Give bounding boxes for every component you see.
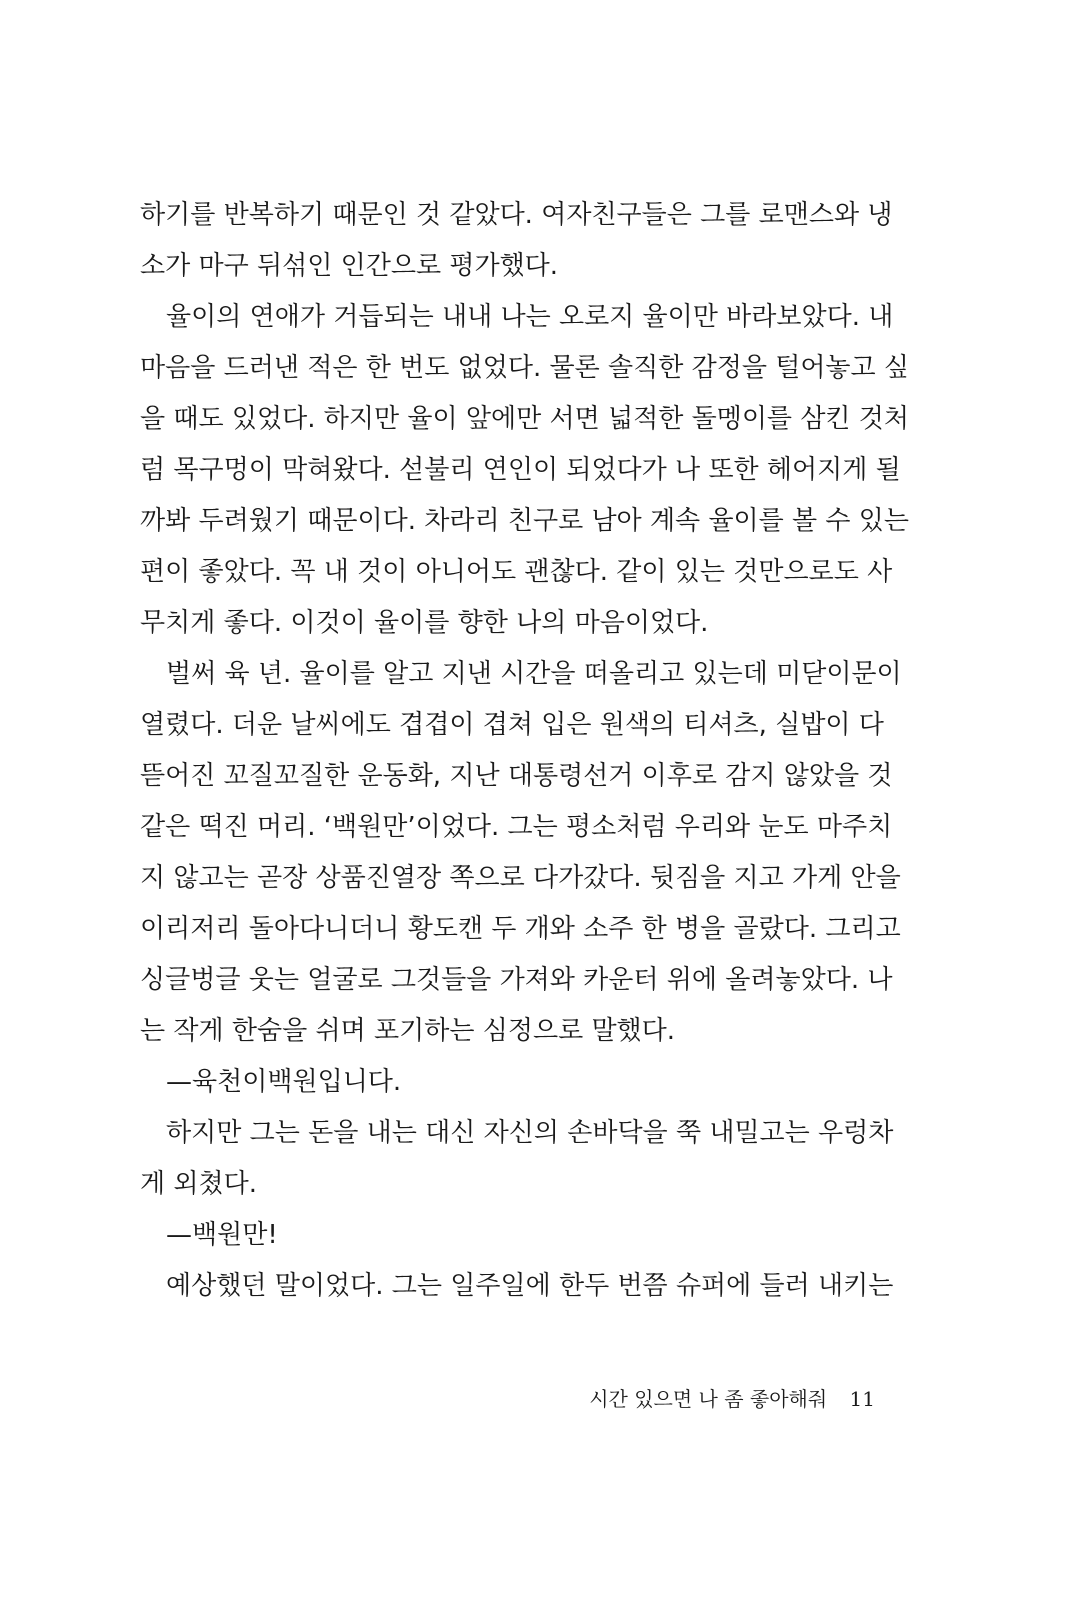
text-line: 무치게 좋다. 이것이 율이를 향한 나의 마음이었다. <box>140 608 709 638</box>
text-line: 소가 마구 뒤섞인 인간으로 평가했다. <box>140 251 559 281</box>
text-line: 율이의 연애가 거듭되는 내내 나는 오로지 율이만 바라보았다. 내 <box>166 302 894 332</box>
text-line: 까봐 두려웠기 때문이다. 차라리 친구로 남아 계속 율이를 볼 수 있는 <box>140 506 910 536</box>
dialogue-line: —백원만! <box>166 1220 278 1250</box>
page-footer <box>589 1383 875 1412</box>
text-line: 뜯어진 꼬질꼬질한 운동화, 지난 대통령선거 이후로 감지 않았을 것 <box>140 761 893 791</box>
text-line: 럼 목구멍이 막혀왔다. 섣불리 연인이 되었다가 나 또한 헤어지게 될 <box>140 455 901 485</box>
text-line: 는 작게 한숨을 쉬며 포기하는 심정으로 말했다. <box>140 1016 676 1046</box>
text-line: 게 외쳤다. <box>140 1169 257 1199</box>
book-page-body <box>140 190 910 1312</box>
text-line: 열렸다. 더운 날씨에도 겹겹이 겹쳐 입은 원색의 티셔츠, 실밥이 다 <box>140 710 884 740</box>
text-line: 같은 떡진 머리. ‘백원만’이었다. 그는 평소처럼 우리와 눈도 마주치 <box>140 812 893 842</box>
text-line: 하지만 그는 돈을 내는 대신 자신의 손바닥을 쭉 내밀고는 우렁차 <box>166 1118 894 1148</box>
running-title: 시간 있으면 나 좀 좋아해줘 <box>589 1387 828 1411</box>
page-number: 11 <box>849 1387 875 1411</box>
text-line: 마음을 드러낸 적은 한 번도 없었다. 물론 솔직한 감정을 털어놓고 싶 <box>140 353 910 383</box>
text-line: 을 때도 있었다. 하지만 율이 앞에만 서면 넓적한 돌멩이를 삼킨 것처 <box>140 404 910 434</box>
text-line: 편이 좋았다. 꼭 내 것이 아니어도 괜찮다. 같이 있는 것만으로도 사 <box>140 557 893 587</box>
text-line: 싱글벙글 웃는 얼굴로 그것들을 가져와 카운터 위에 올려놓았다. 나 <box>140 965 893 995</box>
text-line: 지 않고는 곧장 상품진열장 쪽으로 다가갔다. 뒷짐을 지고 가게 안을 <box>140 863 901 893</box>
text-line: 벌써 육 년. 율이를 알고 지낸 시간을 떠올리고 있는데 미닫이문이 <box>166 659 902 689</box>
text-line: 하기를 반복하기 때문인 것 같았다. 여자친구들은 그를 로맨스와 냉 <box>140 200 893 230</box>
text-line: 예상했던 말이었다. 그는 일주일에 한두 번쯤 슈퍼에 들러 내키는 <box>166 1271 894 1301</box>
text-line: 이리저리 돌아다니더니 황도캔 두 개와 소주 한 병을 골랐다. 그리고 <box>140 914 901 944</box>
dialogue-line: —육천이백원입니다. <box>166 1067 402 1097</box>
